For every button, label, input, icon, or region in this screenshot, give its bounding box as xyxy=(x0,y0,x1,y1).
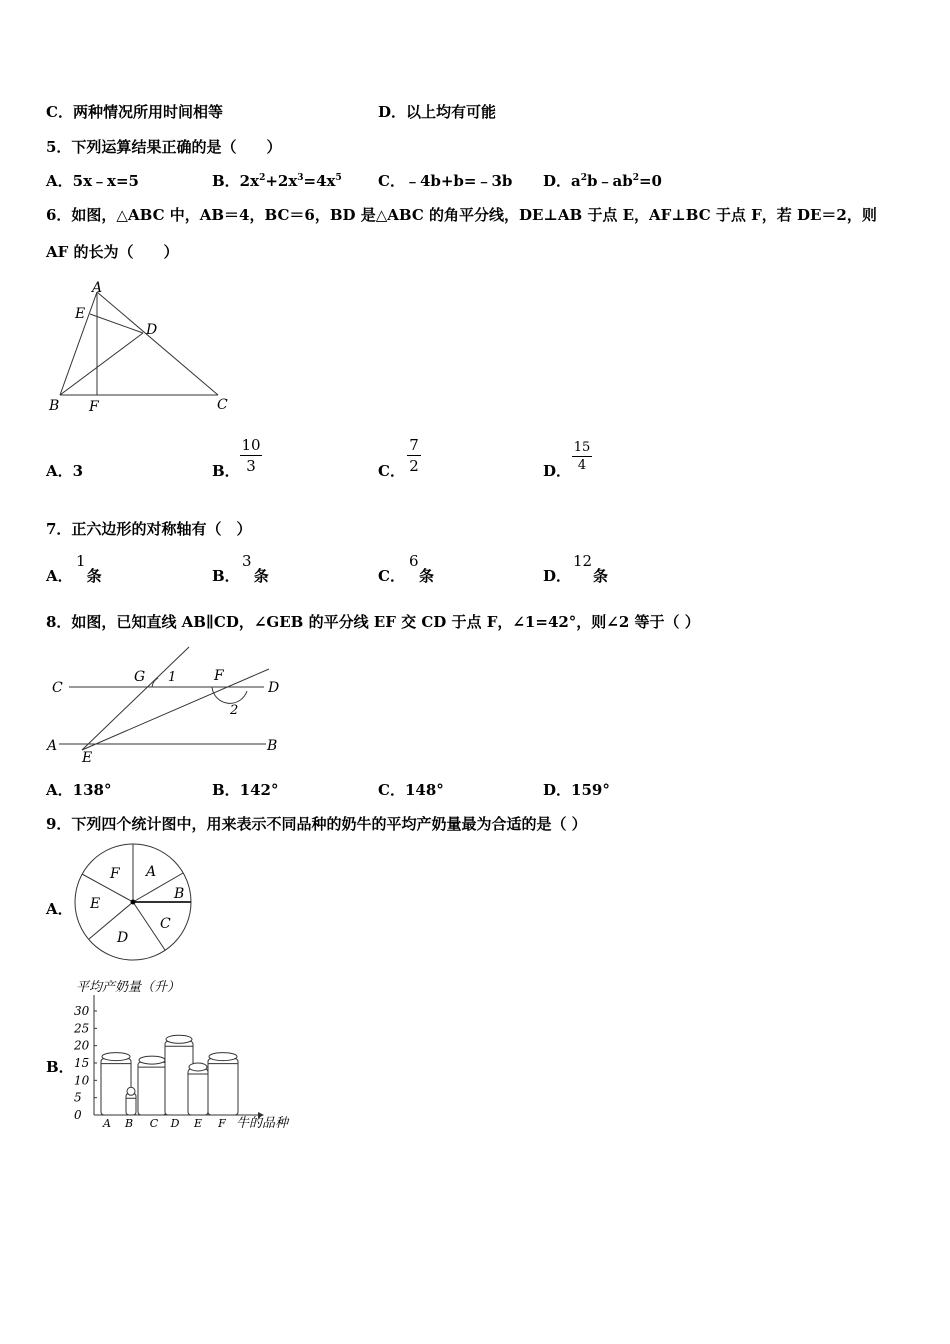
x-tick-label-a: A xyxy=(103,1117,111,1130)
pie-label-b: B xyxy=(174,886,185,902)
y-tick-label: 20 xyxy=(74,1038,90,1053)
q4-option-c: C．两种情况所用时间相等 xyxy=(46,103,223,121)
q7-option-d-number: 12 xyxy=(573,552,593,570)
q5-option-c: C．﹣4b+b=﹣3b xyxy=(378,172,513,190)
y-tick-label: 0 xyxy=(74,1108,82,1122)
q9-option-b: B． xyxy=(46,1058,74,1076)
q6-option-c-fraction: 7 2 xyxy=(407,436,421,475)
q9-option-a: A． xyxy=(46,900,73,918)
segment-bd xyxy=(60,333,143,395)
q4-option-d: D．以上均有可能 xyxy=(378,103,497,121)
y-tick-label: 25 xyxy=(74,1021,90,1036)
q9-pie-chart xyxy=(70,842,198,964)
label-angle-2: 2 xyxy=(230,703,239,718)
pie-label-f: F xyxy=(110,866,120,882)
label-angle-1: 1 xyxy=(168,670,177,685)
label-g: G xyxy=(134,669,146,685)
label-c: C xyxy=(217,397,228,413)
q6-option-d-fraction: 15 4 xyxy=(573,440,591,473)
label-e: E xyxy=(75,306,86,322)
label-b: B xyxy=(267,738,278,754)
label-b: B xyxy=(49,398,60,414)
label-d: D xyxy=(268,680,280,696)
label-e: E xyxy=(82,750,93,766)
bar-jar-f xyxy=(208,1053,238,1115)
bar-jar-e xyxy=(188,1063,208,1115)
q8-stem: 8．如图，已知直线 AB∥CD，∠GEB 的平分线 EF 交 CD 于点 F，∠1=42°，则∠2 等于（ ） xyxy=(46,613,700,631)
q8-parallel-lines-figure xyxy=(44,640,294,770)
q6-option-d-label: D． xyxy=(543,462,572,480)
chart-xlabel: 牛的品种 xyxy=(236,1116,289,1131)
q8-option-d: D．159° xyxy=(543,781,610,799)
line-eg xyxy=(82,647,189,750)
label-f: F xyxy=(89,399,99,415)
y-tick-label: 10 xyxy=(74,1073,90,1088)
q6-option-b-fraction: 10 3 xyxy=(241,436,261,475)
bar-jar-c xyxy=(138,1056,166,1115)
pie-label-d: D xyxy=(117,930,129,946)
segment-ac xyxy=(97,292,218,395)
q7-stem: 7．正六边形的对称轴有（ ） xyxy=(46,520,252,538)
y-tick-label: 30 xyxy=(74,1004,90,1018)
q5-option-d: D．$a^2b﹣ab^2=0$ xyxy=(543,172,662,190)
q5-option-a: A．5x﹣x=5 xyxy=(46,172,139,190)
y-tick-label: 5 xyxy=(74,1090,82,1105)
q7-option-b-number: 3 xyxy=(242,552,252,570)
y-tick-label: 15 xyxy=(74,1056,90,1070)
q8-option-a: A．138° xyxy=(46,781,112,799)
q6-option-b-label: B． xyxy=(212,462,240,480)
x-tick-label-f: F xyxy=(218,1117,226,1130)
q6-stem-line1: 6．如图，△ABC 中，AB＝4，BC＝6，BD 是△ABC 的角平分线，DE⊥AB 于点 E，AF⊥BC 于点 F，若 DE＝2，则 xyxy=(46,206,877,224)
q6-option-c-label: C． xyxy=(378,462,405,480)
q7-option-a: A． 条 xyxy=(46,567,102,585)
q8-option-b: B．142° xyxy=(212,781,279,799)
q7-option-c-number: 6 xyxy=(409,552,419,570)
q8-option-c: C．148° xyxy=(378,781,444,799)
x-tick-label-b: B xyxy=(124,1117,134,1130)
x-tick-label-e: E xyxy=(193,1117,203,1130)
q6-triangle-figure xyxy=(44,278,244,418)
q5-option-b: B．$2x^2+2x^3=4x^5$ xyxy=(212,172,342,190)
chart-ylabel: 平均产奶量（升） xyxy=(76,980,181,995)
label-f: F xyxy=(214,668,224,684)
label-c: C xyxy=(52,680,63,696)
q9-bar-chart xyxy=(70,975,300,1133)
angle-2-arc xyxy=(212,687,247,703)
q7-option-d: D． 条 xyxy=(543,567,609,585)
x-tick-label-c: C xyxy=(149,1117,159,1130)
segment-de xyxy=(90,314,143,333)
q7-option-c: C． 条 xyxy=(378,567,434,585)
label-a: A xyxy=(47,738,58,754)
q9-stem: 9．下列四个统计图中，用来表示不同品种的奶牛的平均产奶量最为合适的是（ ） xyxy=(46,815,587,833)
x-tick-label-d: D xyxy=(170,1117,180,1130)
q5-stem: 5．下列运算结果正确的是（ ） xyxy=(46,138,282,156)
label-a: A xyxy=(92,280,103,296)
q7-option-b: B． 条 xyxy=(212,567,269,585)
q6-stem-line2: AF 的长为（ ） xyxy=(46,243,179,261)
pie-label-c: C xyxy=(160,916,171,932)
q7-option-a-number: 1 xyxy=(76,552,86,570)
label-d: D xyxy=(146,322,158,338)
bar-jar-b xyxy=(126,1087,136,1115)
pie-label-a: A xyxy=(146,864,157,880)
pie-label-e: E xyxy=(90,896,101,912)
q6-option-a: A．3 xyxy=(46,462,84,480)
